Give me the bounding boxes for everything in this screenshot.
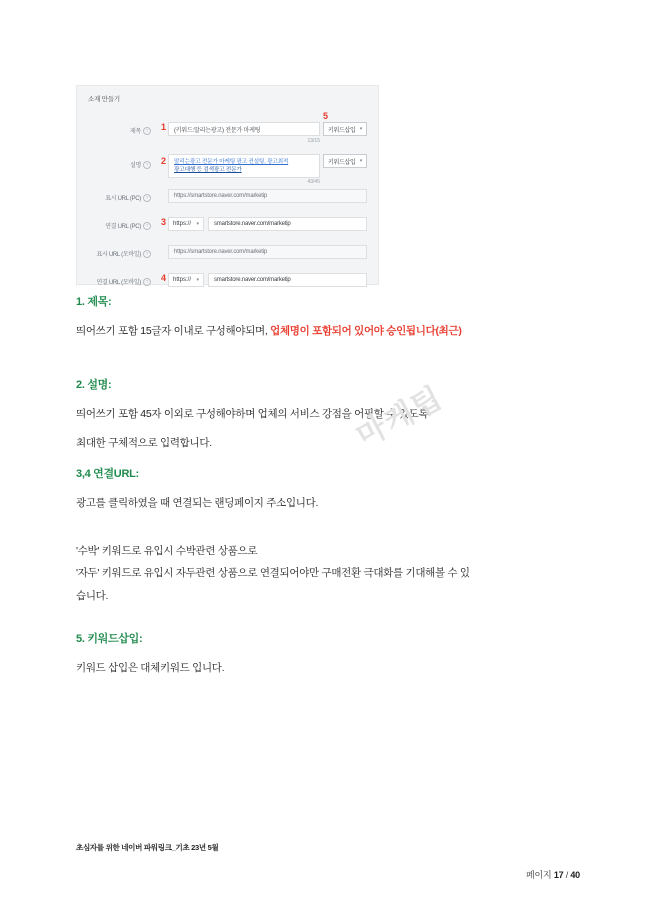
screenshot-title: 소재 만들기 — [88, 96, 121, 103]
footer-page-total: 40 — [570, 870, 580, 880]
help-icon: ? — [143, 222, 151, 230]
ad-creator-screenshot — [76, 85, 379, 285]
badge-3: 3 — [161, 217, 167, 227]
footer-page-separator: / — [565, 870, 569, 880]
section-34-line-1: 광고를 클릭하였을 때 연결되는 랜딩페이지 주소입니다. — [76, 497, 319, 509]
link-url-pc-label: 연결 URL (PC) ? — [89, 221, 151, 230]
section-34-line-3: '자두' 키워드로 유입시 자두관련 상품으로 연결되어야만 구매전환 극대화를 기대해볼 수 있 — [76, 567, 470, 579]
section-34-line-2: '수박' 키워드로 유입시 수박관련 상품으로 — [76, 545, 258, 557]
section-1-paragraph — [76, 320, 596, 342]
section-1-text: 띄어쓰기 포함 15글자 이내로 구성해야되며, — [76, 325, 271, 337]
section-2-heading: 2. 설명: — [76, 379, 112, 391]
description-keyword-insert-button[interactable]: 키워드삽입 ▾ — [323, 154, 367, 168]
help-icon: ? — [143, 278, 151, 286]
display-url-pc-label: 표시 URL (PC) ? — [89, 193, 151, 202]
description-counter: 43/45 — [307, 179, 320, 185]
help-icon: ? — [143, 127, 151, 135]
title-counter: 13/15 — [307, 138, 320, 144]
watermark: 마케팁 — [351, 380, 449, 454]
section-34-line-4: 습니다. — [76, 590, 109, 602]
footer-page-current: 17 — [553, 870, 564, 880]
section-1-emphasis: 업체명이 포함되어 있어야 승인됩니다(최근) — [270, 325, 462, 337]
link-url-mobile-protocol-select[interactable]: https:// ▾ — [168, 273, 204, 287]
description-line-1: 말리는광고 전문가 마케팅 광고 컨설팅, 광고최적 — [174, 159, 289, 165]
description-line-2: 광고대행 등 검색광고 전문가 — [174, 167, 242, 173]
display-url-pc-input: https://smartstore.naver.com/marketip — [168, 189, 367, 203]
help-icon: ? — [143, 194, 151, 202]
footer-page-label: 페이지 — [526, 870, 552, 880]
section-2-line-2: 최대한 구체적으로 입력합니다. — [76, 437, 212, 449]
link-url-mobile-label: 연결 URL (모바일) ? — [89, 277, 151, 286]
badge-2: 2 — [161, 156, 167, 166]
section-34-heading: 3,4 연결URL: — [76, 468, 139, 480]
link-url-pc-input[interactable]: smartstore.naver.com/marketip — [208, 217, 367, 231]
description-field-label: 설명 ? — [89, 160, 151, 169]
chevron-down-icon: ▾ — [196, 221, 199, 227]
link-url-pc-protocol-select[interactable]: https:// ▾ — [168, 217, 204, 231]
section-1-heading: 1. 제목: — [76, 296, 112, 308]
help-icon: ? — [143, 250, 151, 258]
section-5-line-1: 키워드 삽입은 대체키워드 입니다. — [76, 662, 225, 674]
section-5-heading: 5. 키워드삽입: — [76, 633, 143, 645]
badge-1: 1 — [161, 122, 167, 132]
chevron-down-icon: ▾ — [359, 126, 362, 132]
description-input[interactable] — [168, 154, 320, 178]
help-icon: ? — [143, 161, 151, 169]
title-keyword-insert-button[interactable]: 키워드삽입 ▾ — [323, 122, 367, 136]
title-input[interactable]: (키워드:말리는광고) 전문가 마케팅 — [168, 122, 320, 136]
footer-pagination — [526, 868, 580, 881]
badge-4: 4 — [161, 273, 167, 283]
display-url-mobile-label: 표시 URL (모바일) ? — [89, 249, 151, 258]
badge-5: 5 — [323, 111, 329, 121]
chevron-down-icon: ▾ — [196, 277, 199, 283]
chevron-down-icon: ▾ — [359, 158, 362, 164]
display-url-mobile-input: https://smartstore.naver.com/marketip — [168, 245, 367, 259]
section-2-line-1: 띄어쓰기 포함 45자 이외로 구성해야하며 업체의 서비스 강점을 어필할 수 있도록 — [76, 408, 429, 420]
title-field-label: 제목 ? — [89, 126, 151, 135]
footer-source: 초심자를 위한 네이버 파워링크_기초 23년 5월 — [76, 843, 219, 852]
link-url-mobile-input[interactable]: smartstore.naver.com/marketip — [208, 273, 367, 287]
